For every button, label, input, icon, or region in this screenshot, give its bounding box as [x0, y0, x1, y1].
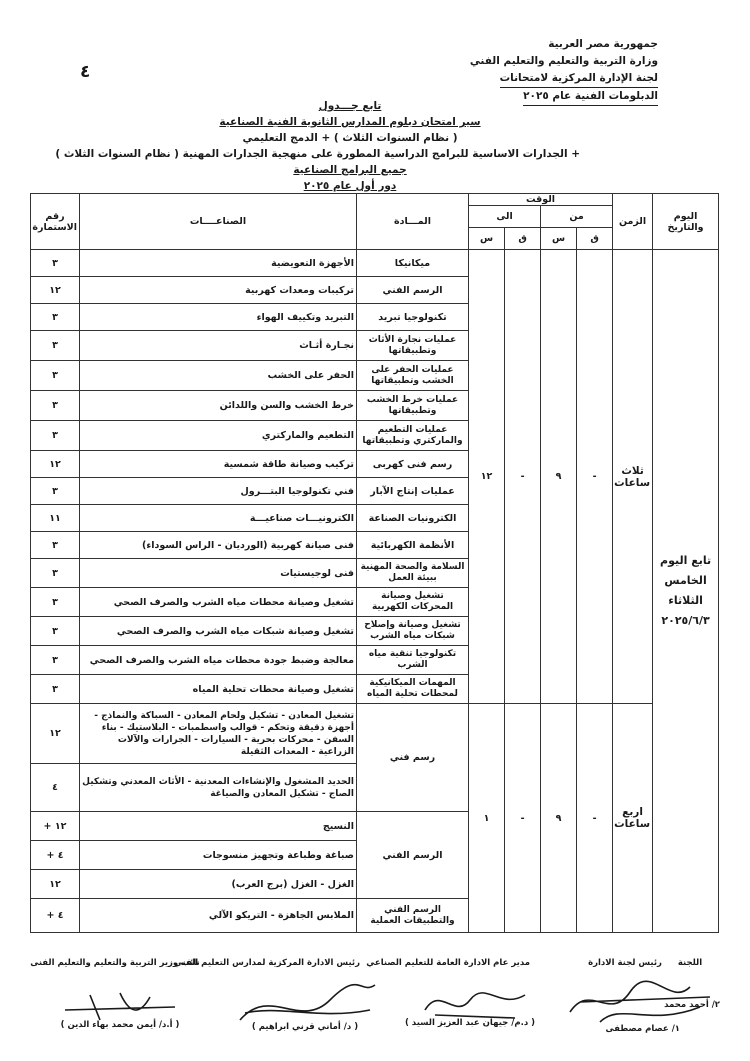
- form-number-cell: ٣: [31, 675, 80, 704]
- form-number-cell: ٣: [31, 361, 80, 391]
- table-row: [31, 250, 719, 277]
- industry-cell: معالجة وضبط جودة محطات مياه الشرب والصرف الصحي: [80, 646, 357, 675]
- industry-cell: التبريد وتكييف الهواء: [80, 304, 357, 331]
- title-line-2: سير امتحان دبلوم المدارس الثانوية الفنية الصناعية: [219, 116, 481, 128]
- col-header-to-q: ق: [505, 228, 541, 250]
- from-s-cell: ٩: [541, 704, 577, 933]
- duration-cell: ثلاث ساعات: [613, 250, 653, 704]
- subject-cell: الرسم الفني: [357, 277, 469, 304]
- committee-member-2-name: ٢/ أحمد محمد: [664, 1000, 720, 1010]
- industry-cell: الكترونيـــات صناعيـــة: [80, 505, 357, 532]
- form-number-cell: ١٢: [31, 870, 80, 899]
- form-number-cell: ٣: [31, 391, 80, 421]
- form-number-cell: ٣: [31, 588, 80, 617]
- header-line-3: لجنة الإدارة المركزية لامتحانات: [458, 70, 658, 88]
- form-number-cell: ٤: [31, 764, 80, 812]
- deputy-minister-signature: نائب وزير التربية والتعليم والتعليم الفنى: [30, 958, 200, 968]
- col-header-time: الوقت: [469, 194, 613, 206]
- subject-cell: الكترونيات الصناعة: [357, 505, 469, 532]
- form-number-cell: ١١: [31, 505, 80, 532]
- title-line-4: + الجدارات الاساسية للبرامج الدراسية المطورة على منهجية الجدارات المهنية ( نظام السنوات الثلاث ): [55, 148, 580, 160]
- duration-cell: اربع ساعات: [613, 704, 653, 933]
- form-number-cell: ٣: [31, 421, 80, 451]
- subject-cell: الأنظمة الكهربائية: [357, 532, 469, 559]
- table-row: [31, 704, 719, 764]
- central-admin-head-signature: رئيس الادارة المركزية لمدارس التعليم الفني: [173, 958, 360, 968]
- industry-cell: الأجهزة التعويضية: [80, 250, 357, 277]
- industry-cell: تشغيل وصيانة محطات مياه الشرب والصرف الصحي: [80, 588, 357, 617]
- subject-cell: ميكانيكا: [357, 250, 469, 277]
- col-header-from-s: س: [541, 228, 577, 250]
- to-s-cell: ١٢: [469, 250, 505, 704]
- col-header-form-no: رقم الاستمارة: [31, 194, 80, 250]
- central-admin-head-name: ( د/ أماني قرني ابراهيم ): [251, 1022, 359, 1032]
- col-header-from-q: ق: [577, 228, 613, 250]
- industry-cell: الحفر على الخشب: [80, 361, 357, 391]
- committee-member-1-name: ١/ عصام مصطفى: [605, 1024, 680, 1034]
- industry-cell: فنى صيانة كهربية (الورديان - الراس السوداء): [80, 532, 357, 559]
- subject-cell: رسم فني: [357, 704, 469, 812]
- deputy-minister-handwritten-signature-icon: [60, 985, 180, 1025]
- form-number-cell: ٣: [31, 331, 80, 361]
- subject-cell: تشغيل وصيانة وإصلاح شبكات مياه الشرب: [357, 617, 469, 646]
- form-number-cell: ١٢: [31, 451, 80, 478]
- col-header-to-s: س: [469, 228, 505, 250]
- industry-cell: التطعيم والماركتري: [80, 421, 357, 451]
- header-line-4: الدبلومات الفنية عام ٢٠٢٥: [458, 88, 658, 106]
- page-number: ٤: [80, 62, 91, 82]
- subject-cell: عمليات الحفر على الخشب وتطبيقاتها: [357, 361, 469, 391]
- subject-cell: تكنولوجيا تنقية مياه الشرب: [357, 646, 469, 675]
- admin-committee-head-signature: رئيس لجنة الادارة: [588, 958, 662, 968]
- subject-cell: الرسم الفني: [357, 812, 469, 899]
- form-number-cell: ٣: [31, 250, 80, 277]
- industry-cell: فني تكنولوجيا البتـــرول: [80, 478, 357, 505]
- ministry-header: [458, 36, 658, 106]
- industry-cell: نجـارة أثـاث: [80, 331, 357, 361]
- form-number-cell: ٣: [31, 617, 80, 646]
- exam-schedule-table: [30, 193, 719, 933]
- industry-cell: فنى لوجيستيات: [80, 559, 357, 588]
- form-number-cell: ١٢: [31, 704, 80, 764]
- subject-cell: تكنولوجيا تبريد: [357, 304, 469, 331]
- title-line-6: دور أول عام ٢٠٢٥: [303, 180, 397, 192]
- col-header-to: الى: [469, 206, 541, 228]
- industry-cell: النسيج: [80, 812, 357, 841]
- form-number-cell: ٤ +: [31, 899, 80, 933]
- industry-cell: الحديد المشغول والإنشاءات المعدنية - الأثاث المعدني وتشكيل الصاج - تشكيل المعادن والصياغة: [80, 764, 357, 812]
- title-line-3: ( نظام السنوات الثلاث ) + الدمج التعليمي: [242, 132, 458, 144]
- industry-cell: الغزل - الغزل (برج العرب): [80, 870, 357, 899]
- industry-cell: تشغيل المعادن - تشكيل ولحام المعادن - السباكة والنماذج - أجهزة دقيقة وتحكم - قوالب واسطمبات - البلاستيك - بناء السفن - محركات بحرية - السيارات - الجرارات والآلات الزراعية - المعدات الثقيلة: [80, 704, 357, 764]
- general-director-signature: مدير عام الادارة العامة للتعليم الصناعي: [366, 958, 530, 968]
- subject-cell: عمليات التطعيم والماركتري وتطبيقاتها: [357, 421, 469, 451]
- industry-cell: تركيبات ومعدات كهربية: [80, 277, 357, 304]
- col-header-duration: الزمن: [613, 194, 653, 250]
- header-line-2: وزارة التربية والتعليم والتعليم الفني: [469, 55, 658, 67]
- subject-cell: تشغيل وصيانة المحركات الكهربية: [357, 588, 469, 617]
- header-line-1: جمهورية مصر العربية: [548, 38, 658, 50]
- document-title: [55, 98, 580, 194]
- general-director-name: ( د.م/ جيهان عبد العزيز السيد ): [404, 1018, 536, 1028]
- committee-signature: اللجنة: [677, 958, 703, 968]
- subject-cell: عمليات خرط الخشب وتطبيقاتها: [357, 391, 469, 421]
- from-s-cell: ٩: [541, 250, 577, 704]
- to-q-cell: -: [505, 250, 541, 704]
- form-number-cell: ٣: [31, 304, 80, 331]
- to-q-cell: -: [505, 704, 541, 933]
- industry-cell: تشغيل وصيانة شبكات مياه الشرب والصرف الصحي: [80, 617, 357, 646]
- form-number-cell: ١٢ +: [31, 812, 80, 841]
- industry-cell: تركيب وصيانة طاقة شمسية: [80, 451, 357, 478]
- day-cell: تابع اليوم الخامس الثلاثاء ٢٠٢٥/٦/٣: [653, 250, 719, 933]
- form-number-cell: ٤ +: [31, 841, 80, 870]
- col-header-day-date: اليوم والتاريخ: [653, 194, 719, 250]
- subject-cell: رسم فنى كهربى: [357, 451, 469, 478]
- from-q-cell: -: [577, 704, 613, 933]
- col-header-industries: الصناعــــات: [80, 194, 357, 250]
- industry-cell: تشغيل وصيانة محطات تحلية المياه: [80, 675, 357, 704]
- industry-cell: خرط الخشب والسن واللدائن: [80, 391, 357, 421]
- subject-cell: الرسم الفني والتطبيقات العملية: [357, 899, 469, 933]
- title-line-5: جميع البرامج الصناعية: [293, 164, 407, 176]
- form-number-cell: ٣: [31, 478, 80, 505]
- title-line-1: تابع جـــدول: [318, 100, 382, 112]
- col-header-subject: المـــادة: [357, 194, 469, 250]
- subject-cell: عمليات نجارة الأثاث وتطبيقاتها: [357, 331, 469, 361]
- form-number-cell: ٣: [31, 559, 80, 588]
- subject-cell: عمليات إنتاج الآبار: [357, 478, 469, 505]
- industry-cell: صباغة وطباعة وتجهيز منسوجات: [80, 841, 357, 870]
- to-s-cell: ١: [469, 704, 505, 933]
- form-number-cell: ٣: [31, 646, 80, 675]
- deputy-minister-name: ( أ.د/ أيمن محمد بهاء الدين ): [60, 1020, 180, 1030]
- col-header-from: من: [541, 206, 613, 228]
- industry-cell: الملابس الجاهزة - التريكو الآلي: [80, 899, 357, 933]
- from-q-cell: -: [577, 250, 613, 704]
- form-number-cell: ٣: [31, 532, 80, 559]
- form-number-cell: ١٢: [31, 277, 80, 304]
- subject-cell: المهمات الميكانيكية لمحطات تحلية المياه: [357, 675, 469, 704]
- subject-cell: السلامة والصحة المهنية ببيئة العمل: [357, 559, 469, 588]
